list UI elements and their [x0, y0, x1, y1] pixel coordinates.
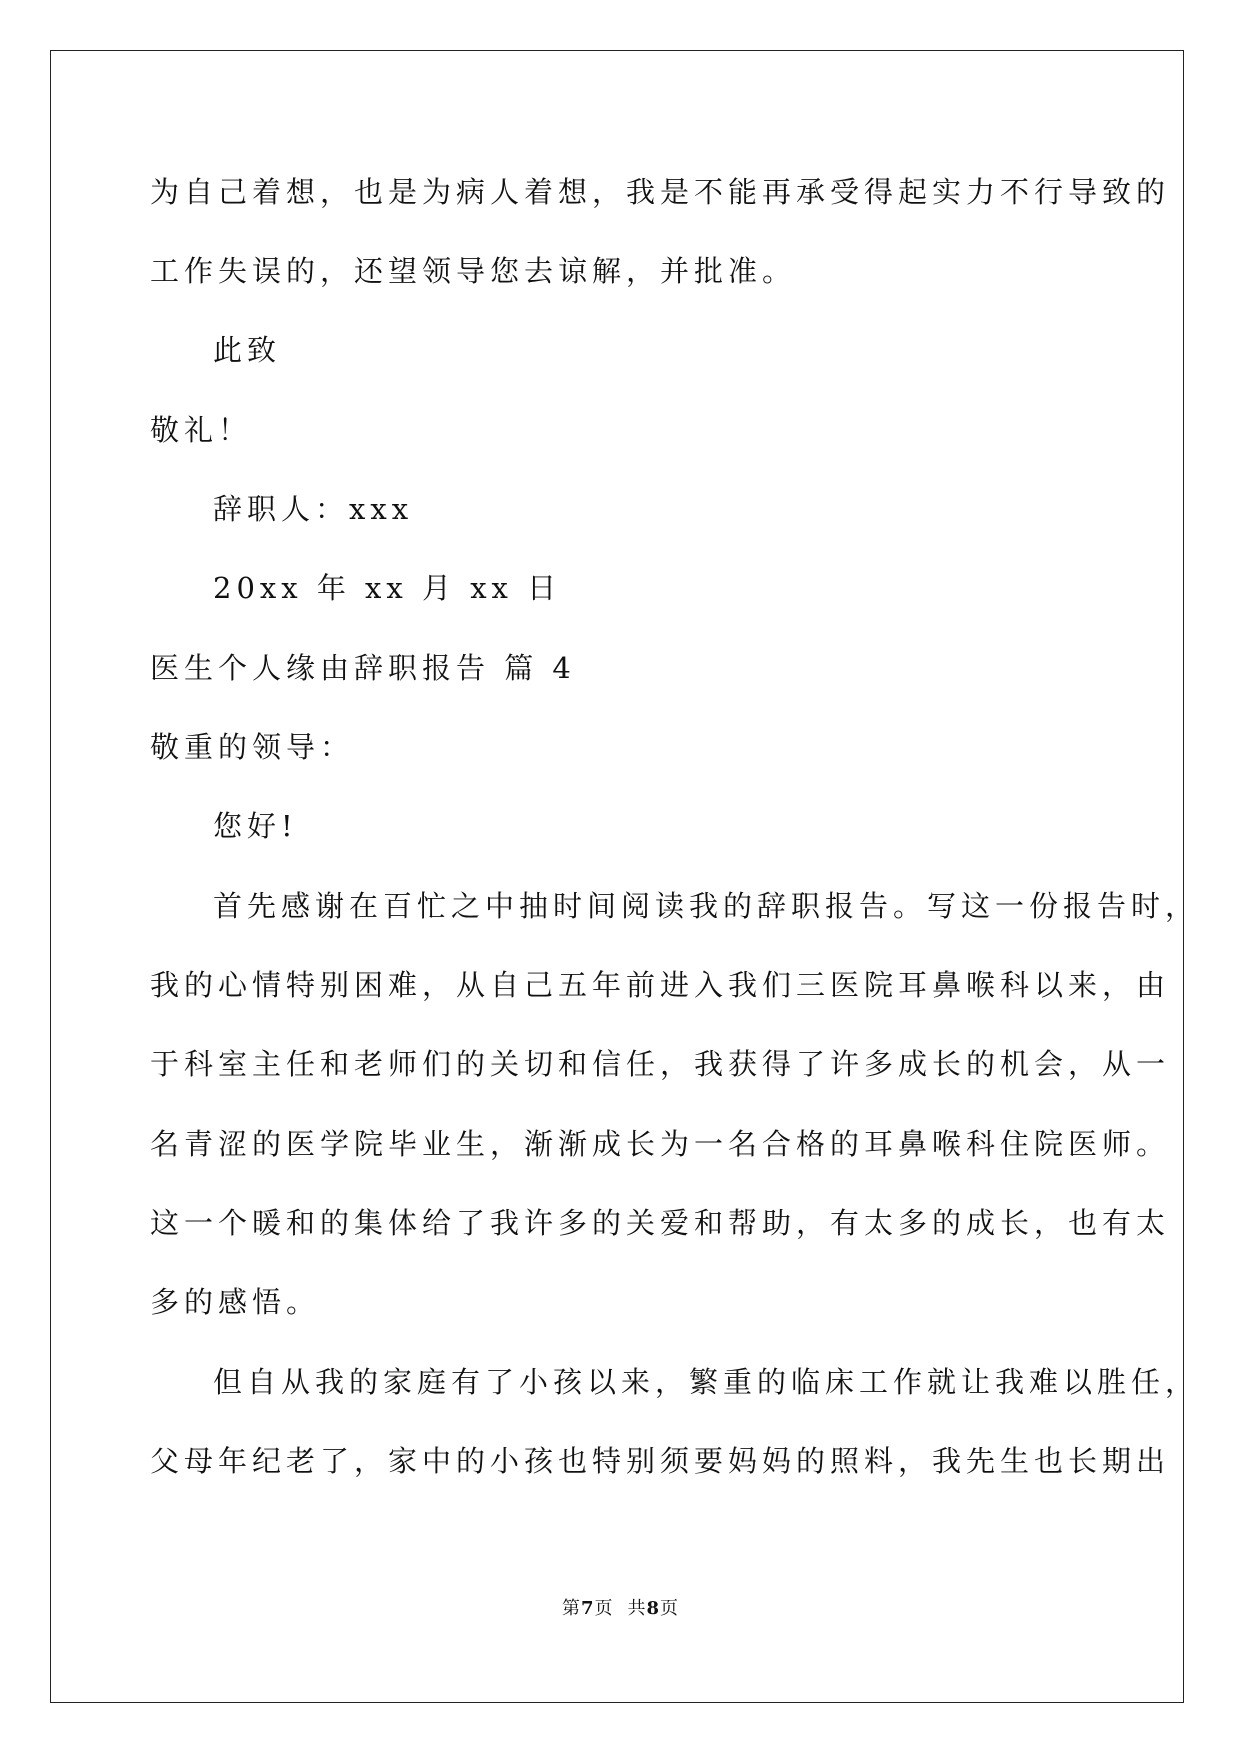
closing-regards: 敬礼！	[150, 413, 253, 447]
body-text-line: 但自从我的家庭有了小孩以来，繁重的临床工作就让我难以胜任，	[213, 1365, 1200, 1399]
page-total-unit: 页	[660, 1598, 680, 1619]
page-total: 8	[646, 1598, 661, 1619]
body-text-line: 多的感悟。	[150, 1285, 321, 1319]
body-text-line: 名青涩的医学院毕业生，渐渐成长为一名合格的耳鼻喉科住院医师。	[150, 1127, 1171, 1161]
closing-salutation: 此致	[213, 333, 282, 367]
body-text-line: 工作失误的，还望领导您去谅解，并批准。	[150, 254, 797, 288]
page-total-prefix: 共	[627, 1598, 647, 1619]
signature-name: 辞职人：xxx	[213, 492, 414, 526]
section-heading: 医生个人缘由辞职报告 篇 4	[150, 651, 576, 685]
page-number-prefix: 第	[561, 1598, 581, 1619]
body-text-line: 这一个暖和的集体给了我许多的关爱和帮助，有太多的成长，也有太	[150, 1206, 1171, 1240]
page-footer	[0, 1597, 1241, 1621]
body-text-line: 为自己着想，也是为病人着想，我是不能再承受得起实力不行导致的	[150, 175, 1171, 209]
body-text-line: 父母年纪老了，家中的小孩也特别须要妈妈的照料，我先生也长期出	[150, 1444, 1171, 1478]
body-text-line: 我的心情特别困难，从自己五年前进入我们三医院耳鼻喉科以来，由	[150, 968, 1171, 1002]
greeting-hello: 您好!	[213, 809, 298, 843]
greeting: 敬重的领导：	[150, 730, 355, 764]
page-number-current: 7	[580, 1598, 595, 1619]
body-text-line: 首先感谢在百忙之中抽时间阅读我的辞职报告。写这一份报告时，	[213, 889, 1200, 923]
signature-date: 20xx 年 xx 月 xx 日	[213, 571, 562, 605]
body-text-line: 于科室主任和老师们的关切和信任，我获得了许多成长的机会，从一	[150, 1047, 1171, 1081]
page-number-unit: 页	[594, 1598, 614, 1619]
